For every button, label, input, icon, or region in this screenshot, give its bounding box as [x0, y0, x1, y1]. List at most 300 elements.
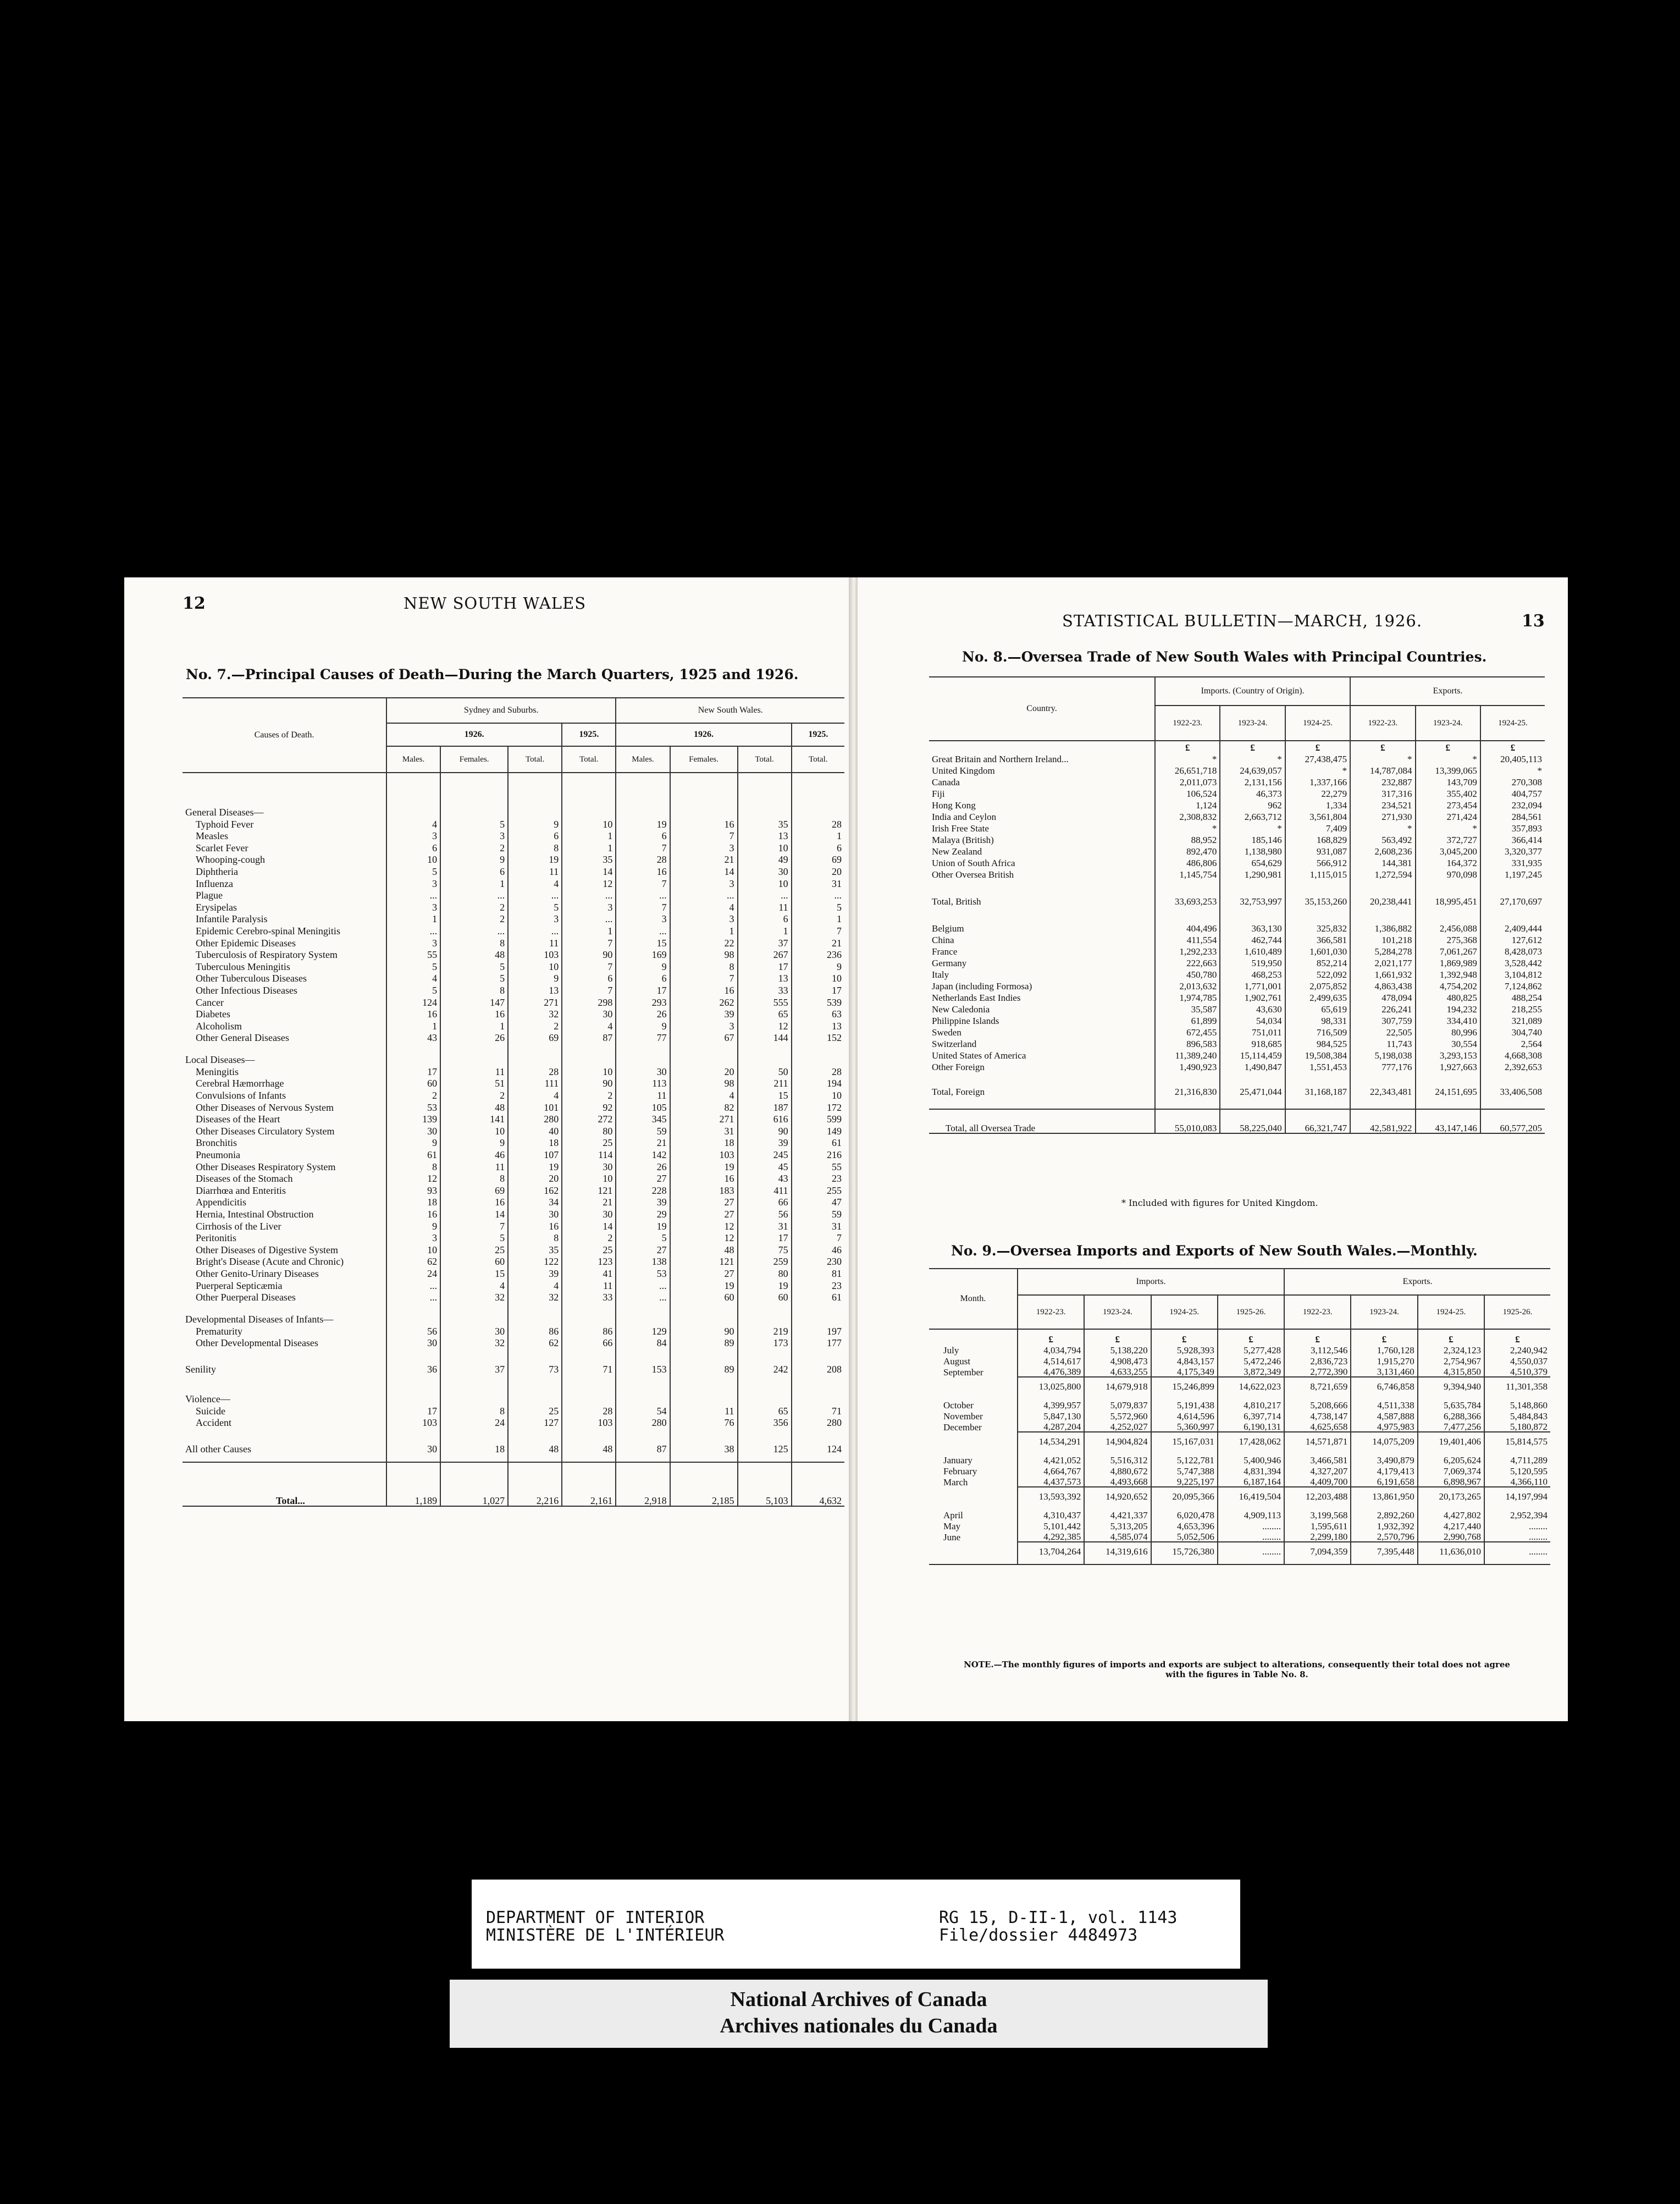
table-cell: [386, 1382, 440, 1404]
value-cell: 7: [562, 983, 616, 995]
value-cell: 2,663,712: [1220, 810, 1285, 822]
value-cell: 2: [508, 1019, 562, 1031]
total-cell: 1,189: [386, 1462, 440, 1506]
value-cell: 103: [508, 948, 562, 960]
value-cell: 6: [738, 912, 792, 924]
table-row: [929, 1002, 1545, 1014]
table-cell: [440, 795, 508, 817]
value-cell: 4,034,794: [1018, 1344, 1084, 1355]
value-cell: 5,313,205: [1084, 1520, 1151, 1531]
table-row: [929, 1509, 1550, 1520]
table8-footnote: * Included with figures for United Kingdom.: [1121, 1198, 1318, 1208]
record-group: RG 15, D-II-1, vol. 1143: [939, 1908, 1178, 1927]
table-cell: [1284, 1564, 1351, 1565]
value-cell: 20: [508, 1172, 562, 1184]
currency-symbol: £: [1351, 1329, 1417, 1344]
quarter-total-cell: ........: [1218, 1542, 1284, 1564]
quarter-total-cell: 13,704,264: [1018, 1542, 1084, 1564]
value-cell: 555: [738, 995, 792, 1007]
table-cell: [616, 1302, 670, 1324]
value-cell: *: [1220, 822, 1285, 833]
year-header: 1923-24.: [1351, 1295, 1417, 1329]
table-row: [183, 1172, 844, 1184]
value-cell: 30: [386, 1428, 440, 1462]
value-cell: ...: [616, 1279, 670, 1291]
value-cell: 48: [440, 948, 508, 960]
value-cell: 168,829: [1285, 833, 1350, 845]
country-label: France: [932, 946, 958, 957]
value-cell: 31: [792, 877, 844, 889]
value-cell: 4,633,255: [1084, 1366, 1151, 1377]
value-cell: 5,079,837: [1084, 1399, 1151, 1410]
table-cell: [616, 1043, 670, 1065]
table-row: [929, 1014, 1545, 1026]
value-cell: 31: [738, 1219, 792, 1231]
value-cell: 103: [670, 1148, 738, 1160]
value-cell: 226,241: [1350, 1002, 1415, 1014]
value-cell: 16: [670, 1172, 738, 1184]
value-cell: 16: [386, 1207, 440, 1219]
value-cell: 28: [508, 1065, 562, 1077]
value-cell: 46: [792, 1243, 844, 1255]
value-cell: 450,780: [1155, 968, 1220, 979]
value-cell: 3,528,442: [1480, 956, 1545, 968]
value-cell: 16: [440, 1007, 508, 1020]
table-cell: [1351, 1564, 1417, 1565]
value-cell: 11,743: [1350, 1037, 1415, 1049]
page-number: 12: [183, 594, 206, 613]
table-row: [183, 1324, 844, 1336]
value-cell: 4,310,437: [1018, 1509, 1084, 1520]
year-header: 1925.: [562, 723, 616, 746]
month-label: July: [943, 1345, 959, 1356]
value-cell: 81: [792, 1266, 844, 1279]
value-cell: 1,490,847: [1220, 1060, 1285, 1072]
table-row: [183, 1231, 844, 1243]
value-cell: 284,561: [1480, 810, 1545, 822]
value-cell: 9: [792, 960, 844, 972]
value-cell: 1,869,989: [1416, 956, 1480, 968]
value-cell: 185,146: [1220, 833, 1285, 845]
column-header-country: Country.: [929, 677, 1155, 741]
value-cell: 654,629: [1220, 856, 1285, 868]
quarter-total-cell: 7,395,448: [1351, 1542, 1417, 1564]
value-cell: 9: [386, 1136, 440, 1148]
cause-label: Other Infectious Diseases: [196, 984, 297, 996]
country-label: Sweden: [932, 1027, 961, 1038]
value-cell: 486,806: [1155, 856, 1220, 868]
table-row: [929, 1454, 1550, 1465]
table-row: [183, 1207, 844, 1219]
quarter-total-cell: 20,173,265: [1418, 1487, 1484, 1509]
value-cell: 25: [440, 1243, 508, 1255]
cause-label: Other Puerperal Diseases: [196, 1292, 296, 1303]
table-row: [183, 889, 844, 901]
value-cell: 88,952: [1155, 833, 1220, 845]
table-row: [929, 968, 1545, 979]
value-cell: 6: [440, 864, 508, 877]
currency-row: [929, 1329, 1550, 1344]
table-cell: [670, 1302, 738, 1324]
value-cell: 48: [562, 1428, 616, 1462]
value-cell: 90: [670, 1324, 738, 1336]
value-cell: 12: [670, 1219, 738, 1231]
value-cell: 2,075,852: [1285, 979, 1350, 991]
value-cell: 4,653,396: [1151, 1520, 1218, 1531]
value-cell: 7: [562, 936, 616, 948]
value-cell: 69: [792, 853, 844, 865]
table-row: [183, 983, 844, 995]
table-row: [183, 829, 844, 841]
table-cell: [1484, 1564, 1550, 1565]
total-cell: 5,103: [738, 1462, 792, 1506]
section-heading: General Diseases—: [185, 807, 264, 818]
value-cell: 321,089: [1480, 1014, 1545, 1026]
table-row: [183, 972, 844, 984]
table-row: [929, 1520, 1550, 1531]
value-cell: 1,927,663: [1416, 1060, 1480, 1072]
value-cell: 1: [562, 829, 616, 841]
value-cell: 20,405,113: [1480, 752, 1545, 764]
value-cell: 234,521: [1350, 798, 1415, 810]
value-cell: 4,493,668: [1084, 1476, 1151, 1487]
value-cell: 298: [562, 995, 616, 1007]
quarter-total-cell: 14,075,209: [1351, 1432, 1417, 1454]
value-cell: 10: [386, 1243, 440, 1255]
cause-label: Tuberculous Meningitis: [196, 961, 290, 972]
country-label: Other Oversea British: [932, 869, 1014, 880]
value-cell: ...: [738, 889, 792, 901]
table-cell: [929, 1564, 1018, 1565]
value-cell: 271: [508, 995, 562, 1007]
value-cell: *: [1416, 822, 1480, 833]
table-row: [183, 1136, 844, 1148]
value-cell: 6: [792, 841, 844, 853]
value-cell: 10: [792, 972, 844, 984]
value-cell: 23: [792, 1172, 844, 1184]
value-cell: 2,011,073: [1155, 775, 1220, 787]
total-cell: 2,161: [562, 1462, 616, 1506]
value-cell: 69: [440, 1183, 508, 1195]
table-row: [929, 1049, 1545, 1060]
table-row: [929, 822, 1545, 833]
cause-label: Bronchitis: [196, 1137, 237, 1149]
value-cell: 1,138,980: [1220, 845, 1285, 856]
value-cell: 3: [386, 900, 440, 912]
value-cell: 970,098: [1416, 868, 1480, 879]
value-cell: 5: [440, 960, 508, 972]
value-cell: 8: [440, 983, 508, 995]
value-cell: 1,145,754: [1155, 868, 1220, 879]
value-cell: 25,471,044: [1220, 1072, 1285, 1109]
value-cell: 211: [738, 1077, 792, 1089]
table-cell: [562, 1302, 616, 1324]
value-cell: 28: [792, 1065, 844, 1077]
value-cell: 2,754,967: [1418, 1355, 1484, 1366]
value-cell: 1,974,785: [1155, 991, 1220, 1002]
value-cell: 30: [440, 1324, 508, 1336]
value-cell: 124: [386, 995, 440, 1007]
value-cell: 3,112,546: [1284, 1344, 1351, 1355]
value-cell: 219: [738, 1324, 792, 1336]
quarter-total-cell: 14,319,616: [1084, 1542, 1151, 1564]
table-row: [183, 1077, 844, 1089]
value-cell: 4,315,850: [1418, 1366, 1484, 1377]
country-label: India and Ceylon: [932, 812, 997, 822]
value-cell: *: [1350, 822, 1415, 833]
value-cell: 4,399,957: [1018, 1399, 1084, 1410]
value-cell: 2: [440, 1088, 508, 1100]
value-cell: 5: [386, 983, 440, 995]
value-cell: 32: [440, 1336, 508, 1348]
value-cell: 11: [440, 1160, 508, 1172]
value-cell: 90: [562, 948, 616, 960]
value-cell: 76: [670, 1416, 738, 1428]
currency-symbol: £: [1418, 1329, 1484, 1344]
value-cell: 22,505: [1350, 1026, 1415, 1037]
value-cell: 147: [440, 995, 508, 1007]
table-row: [183, 1243, 844, 1255]
month-label: June: [943, 1532, 961, 1542]
currency-symbol: £: [1151, 1329, 1218, 1344]
value-cell: 2,608,236: [1350, 845, 1415, 856]
value-cell: 4,366,110: [1484, 1476, 1550, 1487]
month-label: December: [943, 1422, 982, 1432]
value-cell: 8,428,073: [1480, 945, 1545, 956]
value-cell: ...: [440, 889, 508, 901]
value-cell: 61: [792, 1136, 844, 1148]
table-row: [929, 868, 1545, 879]
value-cell: 169: [616, 948, 670, 960]
value-cell: 17: [738, 960, 792, 972]
value-cell: 82: [670, 1100, 738, 1112]
value-cell: 2,499,635: [1285, 991, 1350, 1002]
value-cell: 10: [440, 1124, 508, 1136]
value-cell: 90: [738, 1124, 792, 1136]
currency-symbol: £: [1218, 1329, 1284, 1344]
country-label: Union of South Africa: [932, 858, 1015, 868]
value-cell: 28: [792, 817, 844, 829]
archives-name-en: National Archives of Canada: [730, 1988, 987, 2011]
subcolumn-header: Males.: [616, 746, 670, 773]
value-cell: 9: [508, 817, 562, 829]
value-cell: 103: [386, 1416, 440, 1428]
table-cell: [440, 1382, 508, 1404]
table-cell: [670, 795, 738, 817]
spacer-row: [183, 773, 844, 795]
value-cell: 35: [508, 1243, 562, 1255]
cause-label: Alcoholism: [196, 1020, 242, 1032]
value-cell: 1: [792, 912, 844, 924]
value-cell: 19: [616, 817, 670, 829]
subcolumn-header: Females.: [670, 746, 738, 773]
subcolumn-header: Total.: [562, 746, 616, 773]
value-cell: 33,693,253: [1155, 879, 1220, 922]
value-cell: 4,625,658: [1284, 1421, 1351, 1432]
table-row: [929, 945, 1545, 956]
quarter-total-cell: 6,746,858: [1351, 1377, 1417, 1399]
value-cell: 852,214: [1285, 956, 1350, 968]
cause-label: Pneumonia: [196, 1149, 240, 1161]
value-cell: 222,663: [1155, 956, 1220, 968]
value-cell: 11: [440, 1065, 508, 1077]
value-cell: 6,187,164: [1218, 1476, 1284, 1487]
value-cell: 5,747,388: [1151, 1465, 1218, 1476]
value-cell: 24,151,695: [1416, 1072, 1480, 1109]
value-cell: 27: [670, 1207, 738, 1219]
value-cell: 54: [616, 1404, 670, 1416]
value-cell: 17: [792, 983, 844, 995]
total-row: [183, 1462, 844, 1506]
value-cell: 462,744: [1220, 933, 1285, 945]
table-cell: [508, 1043, 562, 1065]
value-cell: 3,490,879: [1351, 1454, 1417, 1465]
table-row: [183, 1219, 844, 1231]
value-cell: ........: [1484, 1520, 1550, 1531]
value-cell: 4,880,672: [1084, 1465, 1151, 1476]
table-row: [929, 787, 1545, 798]
country-label: Hong Kong: [932, 800, 976, 811]
value-cell: 5,284,278: [1350, 945, 1415, 956]
value-cell: 267: [738, 948, 792, 960]
value-cell: 103: [562, 1416, 616, 1428]
table-cell: [1418, 1564, 1484, 1565]
table-row: [183, 900, 844, 912]
table-cell: [508, 795, 562, 817]
value-cell: 2,836,723: [1284, 1355, 1351, 1366]
value-cell: 259: [738, 1255, 792, 1267]
value-cell: 4,409,700: [1284, 1476, 1351, 1487]
value-cell: 1,601,030: [1285, 945, 1350, 956]
value-cell: 242: [738, 1348, 792, 1382]
year-header: 1922-23.: [1018, 1295, 1084, 1329]
value-cell: 5,052,506: [1151, 1531, 1218, 1542]
value-cell: 24: [440, 1416, 508, 1428]
header-row: [183, 698, 844, 723]
value-cell: 317,316: [1350, 787, 1415, 798]
value-cell: 80: [562, 1124, 616, 1136]
value-cell: 123: [562, 1255, 616, 1267]
value-cell: 4: [508, 1088, 562, 1100]
value-cell: 1,334: [1285, 798, 1350, 810]
value-cell: ...: [386, 889, 440, 901]
value-cell: 10: [738, 841, 792, 853]
quarter-total-cell: 13,861,950: [1351, 1487, 1417, 1509]
cause-label: Diphtheria: [196, 866, 238, 877]
value-cell: 4,327,207: [1284, 1465, 1351, 1476]
currency-symbol: £: [1484, 1329, 1550, 1344]
value-cell: 39: [508, 1266, 562, 1279]
year-header: 1924-25.: [1285, 706, 1350, 741]
value-cell: 5: [508, 900, 562, 912]
value-cell: 3: [670, 877, 738, 889]
value-cell: 5,635,784: [1418, 1399, 1484, 1410]
value-cell: 5,484,843: [1484, 1410, 1550, 1421]
value-cell: 2: [562, 1088, 616, 1100]
section-heading: Violence—: [185, 1393, 230, 1404]
value-cell: 7: [670, 972, 738, 984]
cause-label: Tuberculosis of Respiratory System: [196, 949, 338, 961]
value-cell: 2,131,156: [1220, 775, 1285, 787]
value-cell: 9: [386, 1219, 440, 1231]
value-cell: 26: [616, 1007, 670, 1020]
total-cell: 2,918: [616, 1462, 670, 1506]
value-cell: 8: [508, 1231, 562, 1243]
value-cell: 216: [792, 1148, 844, 1160]
month-label: March: [943, 1477, 968, 1487]
value-cell: 48: [440, 1100, 508, 1112]
table-row: [183, 960, 844, 972]
value-cell: 6,190,131: [1218, 1421, 1284, 1432]
value-cell: 113: [616, 1077, 670, 1089]
section-heading-row: [183, 1382, 844, 1404]
value-cell: 3,293,153: [1416, 1049, 1480, 1060]
value-cell: 43: [386, 1031, 440, 1043]
value-cell: 53: [616, 1266, 670, 1279]
table-row: [183, 1031, 844, 1043]
quarter-total-cell: 14,571,871: [1284, 1432, 1351, 1454]
group-header-sydney: Sydney and Suburbs.: [386, 698, 616, 723]
country-label: United Kingdom: [932, 765, 995, 776]
causes-of-death-table: [183, 697, 844, 1507]
value-cell: ...: [508, 924, 562, 936]
value-cell: 49: [738, 853, 792, 865]
value-cell: 122: [508, 1255, 562, 1267]
value-cell: 20,238,441: [1350, 879, 1415, 922]
cause-label: Appendicitis: [196, 1197, 246, 1208]
value-cell: 5,180,872: [1484, 1421, 1550, 1432]
value-cell: 984,525: [1285, 1037, 1350, 1049]
year-header: 1924-25.: [1151, 1295, 1218, 1329]
value-cell: 8: [508, 841, 562, 853]
value-cell: 172: [792, 1100, 844, 1112]
value-cell: 751,011: [1220, 1026, 1285, 1037]
value-cell: 7: [792, 924, 844, 936]
table-cell: [670, 773, 738, 795]
table-cell: [616, 773, 670, 795]
value-cell: 61,899: [1155, 1014, 1220, 1026]
value-cell: 17: [616, 983, 670, 995]
value-cell: 275,368: [1416, 933, 1480, 945]
value-cell: 4: [440, 1279, 508, 1291]
table-row: [929, 991, 1545, 1002]
value-cell: 4: [670, 1088, 738, 1100]
value-cell: 3,466,581: [1284, 1454, 1351, 1465]
value-cell: 2,308,832: [1155, 810, 1220, 822]
table-cell: [792, 1043, 844, 1065]
value-cell: 4,421,052: [1018, 1454, 1084, 1465]
value-cell: 12: [562, 877, 616, 889]
value-cell: 26: [440, 1031, 508, 1043]
value-cell: 21: [562, 1195, 616, 1208]
value-cell: 129: [616, 1324, 670, 1336]
value-cell: 1,115,015: [1285, 868, 1350, 879]
value-cell: 3: [670, 912, 738, 924]
value-cell: 6,898,967: [1418, 1476, 1484, 1487]
value-cell: 245: [738, 1148, 792, 1160]
value-cell: 98: [670, 1077, 738, 1089]
value-cell: 1: [670, 924, 738, 936]
value-cell: 152: [792, 1031, 844, 1043]
value-cell: 4,587,888: [1351, 1410, 1417, 1421]
quarter-total-cell: 12,203,488: [1284, 1487, 1351, 1509]
currency-symbol: £: [1018, 1329, 1084, 1344]
value-cell: 90: [562, 1077, 616, 1089]
table-row: [183, 1019, 844, 1031]
value-cell: 4,843,157: [1151, 1355, 1218, 1366]
total-label: Total...: [183, 1462, 386, 1506]
value-cell: 5,120,595: [1484, 1465, 1550, 1476]
